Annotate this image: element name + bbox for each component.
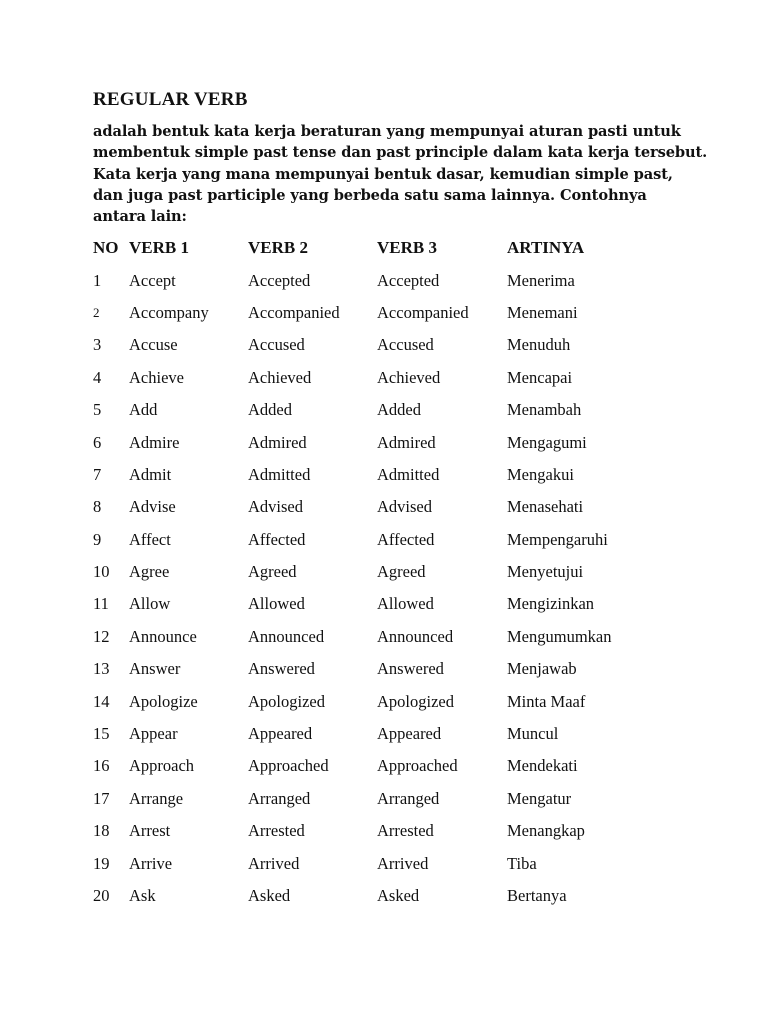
cell-verb-3: Accused (377, 335, 434, 355)
cell-verb-3: Answered (377, 659, 444, 679)
cell-artinya: Minta Maaf (507, 691, 586, 711)
cell-verb-3: Arrived (377, 853, 429, 873)
cell-verb-3: Arranged (377, 788, 440, 808)
cell-verb-1: Accuse (129, 335, 178, 355)
table-row (93, 588, 677, 620)
table-row (93, 264, 677, 296)
cell-verb-3: Added (377, 400, 421, 420)
cell-no: 2 (93, 304, 100, 320)
cell-verb-1: Arrange (129, 788, 184, 808)
table-row (93, 815, 677, 847)
cell-no: 7 (93, 464, 102, 484)
header-verb-1: VERB 1 (129, 238, 189, 258)
cell-verb-3: Approached (377, 756, 458, 776)
cell-artinya: Mencapai (507, 367, 573, 387)
header-artinya: ARTINYA (507, 238, 585, 258)
intro-line: antara lain: (93, 208, 187, 226)
table-row (93, 362, 677, 394)
intro-paragraph (93, 121, 708, 227)
cell-artinya: Tiba (507, 853, 537, 873)
cell-artinya: Mengatur (507, 788, 572, 808)
cell-verb-3: Accompanied (377, 302, 469, 322)
cell-verb-3: Announced (377, 626, 454, 646)
cell-verb-1: Agree (129, 562, 170, 582)
cell-no: 5 (93, 400, 102, 420)
cell-verb-3: Allowed (377, 594, 434, 614)
cell-artinya: Menuduh (507, 335, 571, 355)
cell-verb-3: Appeared (377, 724, 442, 744)
cell-verb-2: Accepted (248, 270, 311, 290)
cell-no: 3 (93, 335, 102, 355)
table-row (93, 718, 677, 750)
cell-artinya: Bertanya (507, 886, 567, 905)
cell-verb-2: Asked (248, 886, 291, 905)
table-row (93, 685, 677, 717)
cell-verb-1: Achieve (129, 367, 184, 387)
cell-verb-3: Arrested (377, 821, 434, 841)
table-row (93, 750, 677, 782)
cell-no: 13 (93, 659, 110, 679)
cell-artinya: Menyetujui (507, 562, 584, 582)
cell-no: 17 (93, 788, 110, 808)
cell-verb-2: Answered (248, 659, 315, 679)
cell-no: 9 (93, 529, 102, 549)
cell-no: 16 (93, 756, 110, 776)
cell-no: 6 (93, 432, 102, 452)
page-title: REGULAR VERB (93, 89, 248, 110)
cell-no: 11 (93, 594, 109, 614)
cell-no: 4 (93, 367, 102, 387)
cell-verb-2: Approached (248, 756, 329, 776)
cell-no: 10 (93, 562, 110, 582)
cell-verb-1: Admit (129, 464, 172, 484)
cell-artinya: Menjawab (507, 659, 577, 679)
cell-no: 12 (93, 626, 110, 646)
cell-no: 15 (93, 724, 110, 744)
table-row (93, 394, 677, 426)
cell-verb-1: Appear (129, 724, 178, 744)
cell-verb-2: Admitted (248, 464, 311, 484)
table-row (93, 880, 677, 912)
header-no: NO (93, 238, 119, 258)
cell-no: 8 (93, 497, 102, 517)
cell-verb-3: Accepted (377, 270, 440, 290)
cell-verb-2: Achieved (248, 367, 312, 387)
cell-no: 1 (93, 270, 102, 290)
cell-artinya: Muncul (507, 724, 559, 744)
header-verb-2: VERB 2 (248, 238, 308, 258)
intro-line: Kata kerja yang mana mempunyai bentuk dasar, kemudian simple past, (93, 165, 673, 183)
cell-verb-3: Admitted (377, 464, 440, 484)
table-row (93, 847, 677, 879)
cell-verb-1: Add (129, 400, 158, 420)
cell-artinya: Mengizinkan (507, 594, 595, 614)
cell-verb-2: Accused (248, 335, 305, 355)
cell-verb-1: Affect (129, 529, 171, 549)
cell-verb-2: Appeared (248, 724, 313, 744)
cell-verb-1: Announce (129, 626, 197, 646)
cell-verb-1: Approach (129, 756, 195, 776)
table-row (93, 783, 677, 815)
cell-verb-2: Admired (248, 432, 307, 452)
cell-verb-2: Apologized (248, 691, 325, 711)
intro-line: membentuk simple past tense dan past principle dalam kata kerja tersebut. (93, 144, 708, 162)
cell-verb-1: Apologize (129, 691, 198, 711)
cell-verb-3: Achieved (377, 367, 441, 387)
cell-verb-1: Arrest (129, 821, 171, 841)
cell-verb-3: Affected (377, 529, 435, 549)
intro-line: adalah bentuk kata kerja beraturan yang mempunyai aturan pasti untuk (93, 123, 681, 140)
cell-artinya: Mengumumkan (507, 626, 612, 646)
table-row (93, 459, 677, 491)
table-row (93, 297, 677, 329)
cell-verb-1: Admire (129, 432, 180, 452)
cell-artinya: Menerima (507, 270, 575, 290)
intro-line: dan juga past participle yang berbeda satu sama lainnya. Contohnya (93, 186, 647, 204)
cell-artinya: Menangkap (507, 821, 585, 841)
cell-verb-1: Ask (129, 886, 156, 905)
cell-verb-2: Arrived (248, 853, 300, 873)
table-row (93, 524, 677, 556)
cell-artinya: Menemani (507, 302, 578, 322)
cell-verb-2: Affected (248, 529, 306, 549)
cell-verb-2: Arrested (248, 821, 305, 841)
cell-verb-2: Arranged (248, 788, 311, 808)
cell-verb-1: Arrive (129, 853, 173, 873)
cell-artinya: Menasehati (507, 497, 584, 517)
cell-no: 18 (93, 821, 110, 841)
verb-table (93, 232, 677, 912)
cell-verb-3: Asked (377, 886, 420, 905)
cell-verb-1: Advise (129, 497, 176, 517)
cell-verb-3: Agreed (377, 562, 426, 582)
table-row (93, 653, 677, 685)
cell-verb-2: Announced (248, 626, 325, 646)
table-row (93, 491, 677, 523)
cell-verb-3: Advised (377, 497, 432, 517)
table-row (93, 621, 677, 653)
cell-verb-2: Added (248, 400, 292, 420)
cell-verb-2: Accompanied (248, 302, 340, 322)
cell-no: 20 (93, 886, 110, 905)
cell-verb-2: Agreed (248, 562, 297, 582)
table-row (93, 556, 677, 588)
table-header-row (93, 232, 677, 264)
cell-verb-3: Admired (377, 432, 436, 452)
cell-verb-1: Accompany (129, 302, 209, 322)
cell-verb-1: Allow (129, 594, 171, 614)
table-row (93, 329, 677, 361)
cell-artinya: Mengagumi (507, 432, 587, 452)
cell-verb-1: Accept (129, 270, 176, 290)
cell-verb-2: Advised (248, 497, 303, 517)
cell-artinya: Menambah (507, 400, 582, 420)
header-verb-3: VERB 3 (377, 238, 437, 258)
cell-no: 19 (93, 853, 110, 873)
cell-verb-1: Answer (129, 659, 181, 679)
cell-no: 14 (93, 691, 110, 711)
table-row (93, 426, 677, 458)
cell-artinya: Mengakui (507, 464, 574, 484)
cell-artinya: Mempengaruhi (507, 529, 608, 549)
cell-verb-3: Apologized (377, 691, 454, 711)
cell-verb-2: Allowed (248, 594, 305, 614)
cell-artinya: Mendekati (507, 756, 578, 776)
